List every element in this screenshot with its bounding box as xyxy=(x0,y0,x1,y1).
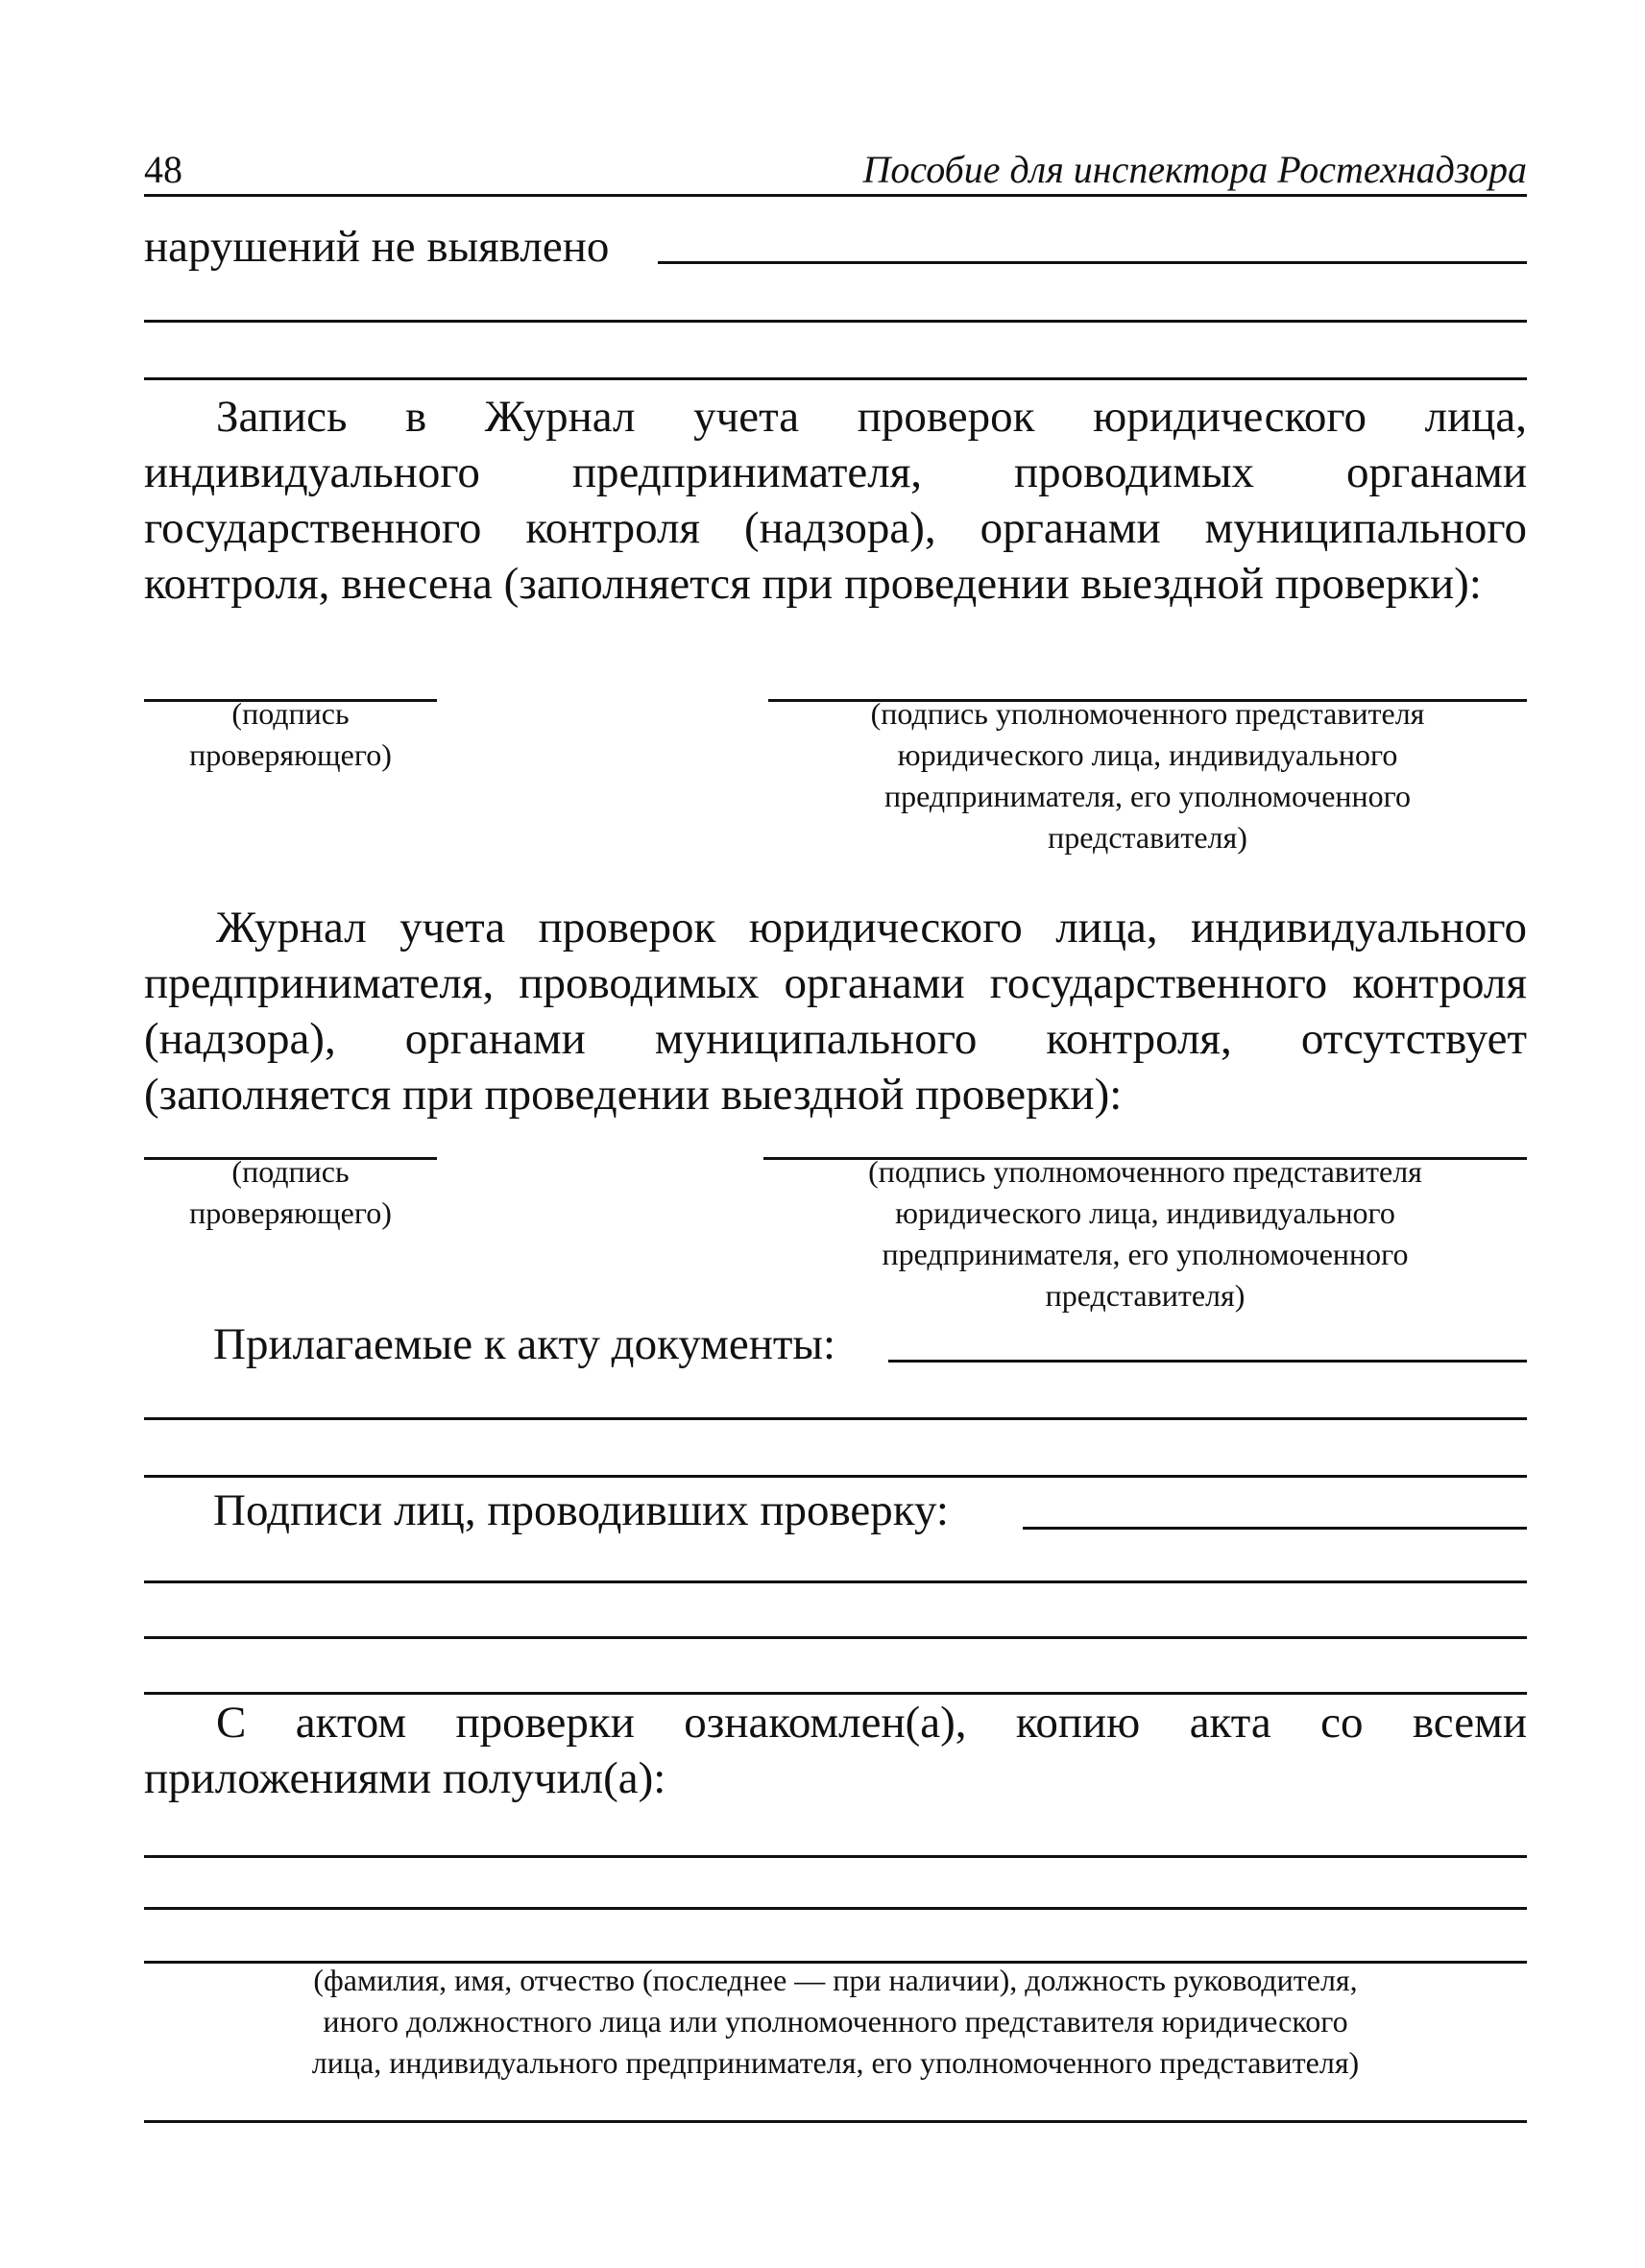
caption-line: (подпись xyxy=(231,696,350,731)
inspector-signature-caption-2 xyxy=(144,1151,437,1234)
caption-line: (фамилия, имя, отчество (последнее — при наличии), должность руководителя, xyxy=(313,1963,1358,1997)
caption-line: лица, индивидуального предпринимателя, его уполномоченного представителя) xyxy=(311,2045,1360,2080)
caption-line: предпринимателя, его уполномоченного xyxy=(884,779,1411,813)
acknowledgement-paragraph: С актом проверки ознакомлен(а), копию акта со всеми приложениями получил(а): xyxy=(144,1698,1527,1803)
attachments-field-line-3[interactable] xyxy=(144,1475,1527,1478)
caption-line: представителя) xyxy=(1048,820,1247,855)
violations-field-line-3[interactable] xyxy=(144,377,1527,380)
representative-signature-caption-2 xyxy=(763,1151,1527,1316)
caption-line: проверяющего) xyxy=(189,1195,392,1230)
attachments-field-line-2[interactable] xyxy=(144,1417,1527,1420)
acknowledgement-field-line[interactable] xyxy=(144,1855,1527,1858)
inspector-signatures-label: Подписи лиц, проводивших проверку: xyxy=(213,1485,949,1535)
inspector-signatures-field-line-2[interactable] xyxy=(144,1580,1527,1583)
caption-line: (подпись xyxy=(231,1154,350,1189)
caption-line: проверяющего) xyxy=(189,737,392,772)
page-header xyxy=(144,144,1527,197)
journal-entry-paragraph: Запись в Журнал учета проверок юридического лица, индивидуального предпринимателя, проводимых органами государственного контроля (надзора), органами муниципального контроля, внесена (заполняется при проведении выездной проверки): xyxy=(144,392,1527,609)
caption-line: юридического лица, индивидуального xyxy=(897,737,1398,772)
inspector-signature-caption xyxy=(144,693,437,776)
caption-line: юридического лица, индивидуального xyxy=(895,1195,1395,1230)
attachments-label: Прилагаемые к акту документы: xyxy=(213,1319,836,1369)
page-number: 48 xyxy=(144,148,182,191)
caption-line: предпринимателя, его уполномоченного xyxy=(882,1237,1409,1271)
acknowledgement-caption xyxy=(144,1960,1527,2084)
violations-field-line-2[interactable] xyxy=(144,320,1527,323)
inspector-signatures-field-line[interactable] xyxy=(1023,1527,1527,1530)
caption-line: (подпись уполномоченного представителя xyxy=(870,696,1425,731)
representative-signature-caption xyxy=(768,693,1527,858)
caption-line: иного должностного лица или уполномоченного представителя юридического xyxy=(323,2004,1348,2039)
violations-field-line[interactable] xyxy=(658,261,1527,264)
acknowledgement-bottom-line xyxy=(144,2120,1527,2123)
running-title: Пособие для инспектора Ростехнадзора xyxy=(862,148,1527,191)
violations-label: нарушений не выявлено xyxy=(144,222,610,272)
caption-line: (подпись уполномоченного представителя xyxy=(868,1154,1422,1189)
attachments-field-line[interactable] xyxy=(888,1360,1527,1363)
inspector-signatures-field-line-3[interactable] xyxy=(144,1636,1527,1639)
caption-line: представителя) xyxy=(1045,1278,1246,1313)
journal-absent-paragraph: Журнал учета проверок юридического лица, индивидуального предпринимателя, проводимых органами государственного контроля (надзора), органами муниципального контроля, отсутствует (заполняется при проведении выездной проверки): xyxy=(144,903,1527,1120)
acknowledgement-field-line-2[interactable] xyxy=(144,1907,1527,1910)
